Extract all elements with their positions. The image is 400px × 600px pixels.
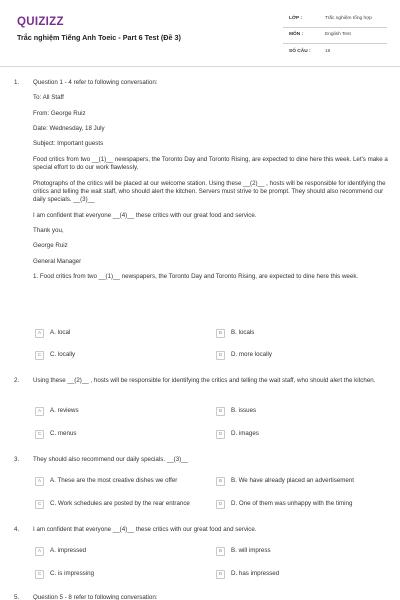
- option-text: A. These are the most creative dishes we offer: [50, 476, 178, 484]
- question-stem: I am confident that everyone __(4)__ these critics with our great food and service.: [33, 526, 257, 533]
- option-key-box: D: [216, 430, 225, 439]
- passage-to: To: All Staff: [33, 94, 64, 102]
- worksheet-header: [0, 0, 400, 70]
- question-2-stem: [33, 377, 388, 390]
- option-key-box: A: [35, 329, 44, 338]
- answer-option-d[interactable]: [216, 498, 352, 510]
- quizizz-logo: QUIZIZZ: [17, 16, 64, 28]
- passage-date: Date: Wednesday, 18 July: [33, 125, 105, 133]
- answer-option-b[interactable]: [216, 545, 271, 557]
- passage-paragraph: Photographs of the critics will be placed at our welcome station. Using these __(2)__ , hosts will be responsible for identifying the critics and telling the wait staff, who should alert the kitchen. Servers must strive to be prompt. They should also recommend our daily specials. __(3)__: [33, 179, 386, 204]
- answer-option-c[interactable]: [35, 349, 75, 361]
- option-key-box: C: [35, 500, 44, 509]
- option-key-box: D: [216, 570, 225, 579]
- answer-option-b[interactable]: [216, 475, 354, 487]
- meta-value-subject: English Test: [325, 32, 351, 38]
- question-4-stem: [33, 526, 388, 539]
- option-text: B. locals: [231, 328, 255, 336]
- header-divider: [0, 66, 400, 67]
- option-text: C. locally: [50, 350, 76, 358]
- option-text: A. impressed: [50, 546, 87, 554]
- passage-paragraph: Food critics from two __(1)__ newspapers, the Toronto Day and Toronto Rising, are expected to dine here this week. Let's make a special effort to do our work flawlessly.: [33, 155, 388, 172]
- answer-option-a[interactable]: [35, 405, 79, 417]
- answer-option-a[interactable]: [35, 327, 70, 339]
- option-key-box: B: [216, 547, 225, 556]
- meta-label-subject: MÔN :: [289, 32, 304, 38]
- option-key-box: B: [216, 477, 225, 486]
- meta-row-subject: [283, 28, 387, 44]
- option-key-box: C: [35, 351, 44, 360]
- option-key-box: C: [35, 430, 44, 439]
- passage-signature-title: General Manager: [33, 257, 82, 265]
- option-text: C. menus: [50, 429, 77, 437]
- worksheet-meta-table: [283, 12, 387, 60]
- option-key-box: A: [35, 407, 44, 416]
- option-text: D. One of them was unhappy with the timing: [231, 499, 353, 507]
- option-text: A. local: [50, 328, 71, 336]
- question-number: 4.: [14, 526, 20, 533]
- option-key-box: D: [216, 500, 225, 509]
- answer-option-d[interactable]: [216, 568, 279, 580]
- answer-option-b[interactable]: [216, 327, 254, 339]
- option-text: B. will impress: [231, 546, 271, 554]
- answer-option-c[interactable]: [35, 428, 76, 440]
- passage-subject: Subject: Important guests: [33, 140, 104, 148]
- passage-signoff: Thank you,: [33, 226, 64, 234]
- passage-paragraph: I am confident that everyone __(4)__ these critics with our great food and service.: [33, 211, 257, 219]
- question-number: 5.: [14, 594, 20, 600]
- answer-option-d[interactable]: [216, 349, 272, 361]
- question-stem: They should also recommend our daily specials. __(3)__: [33, 456, 189, 463]
- option-key-box: B: [216, 329, 225, 338]
- question-number: 3.: [14, 456, 20, 463]
- worksheet-title: Trắc nghiệm Tiếng Anh Toeic - Part 6 Test (Đề 3): [17, 33, 181, 42]
- question-stem: Using these __(2)__ , hosts will be responsible for identifying the critics and telling the wait staff, who should alert the kitchen.: [33, 377, 376, 384]
- option-key-box: A: [35, 477, 44, 486]
- question-stem: Question 5 - 8 refer to following conversation:: [33, 594, 158, 600]
- answer-option-c[interactable]: [35, 498, 190, 510]
- question-3-stem: [33, 456, 388, 469]
- question-number: 1.: [14, 79, 20, 86]
- meta-row-question-count: [283, 44, 387, 60]
- passage-intro: Question 1 - 4 refer to following conversation:: [33, 79, 158, 86]
- option-text: B. issues: [231, 406, 257, 414]
- option-text: D. images: [231, 429, 259, 437]
- option-text: D. more locally: [231, 350, 272, 358]
- question-5-stem: [33, 594, 388, 600]
- meta-label-class: LỚP :: [289, 16, 303, 22]
- option-text: C. Work schedules are posted by the rear entrance: [50, 499, 190, 507]
- option-key-box: D: [216, 351, 225, 360]
- option-key-box: B: [216, 407, 225, 416]
- answer-option-d[interactable]: [216, 428, 259, 440]
- option-key-box: C: [35, 570, 44, 579]
- meta-label-question-count: SỐ CÂU :: [289, 48, 311, 54]
- answer-option-b[interactable]: [216, 405, 256, 417]
- answer-option-a[interactable]: [35, 475, 177, 487]
- meta-value-question-count: 16: [325, 48, 331, 54]
- option-key-box: A: [35, 547, 44, 556]
- question-stem: 1. Food critics from two __(1)__ newspapers, the Toronto Day and Toronto Rising, are expected to dine here this week.: [33, 273, 359, 281]
- passage-signature-name: George Ruiz: [33, 242, 68, 250]
- meta-value-class: Trắc nghiệm tổng hợp: [325, 16, 372, 22]
- passage-from: From: George Ruiz: [33, 109, 86, 117]
- option-text: A. reviews: [50, 406, 79, 414]
- question-number: 2.: [14, 377, 20, 384]
- option-text: D. has impressed: [231, 569, 280, 577]
- answer-option-a[interactable]: [35, 545, 86, 557]
- meta-row-class: [283, 12, 387, 28]
- question-1-passage: [33, 79, 388, 286]
- answer-option-c[interactable]: [35, 568, 94, 580]
- option-text: B. We have already placed an advertisement: [231, 476, 355, 484]
- option-text: C. is impressing: [50, 569, 95, 577]
